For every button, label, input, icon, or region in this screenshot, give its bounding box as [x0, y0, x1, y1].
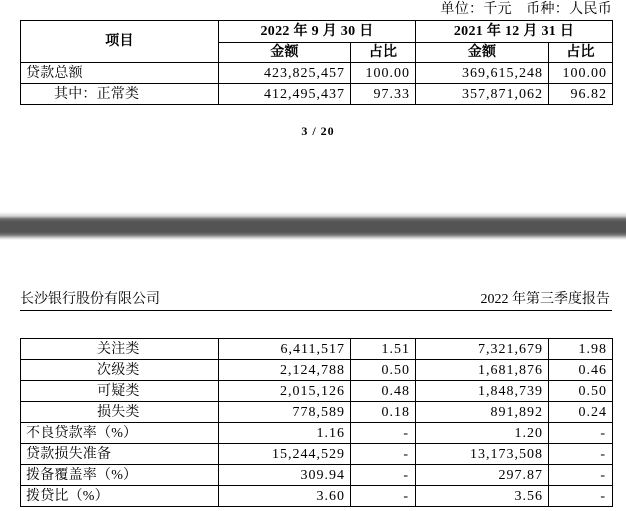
amount-2021-12-31: 357,871,062 [416, 84, 549, 105]
row-label: 贷款损失准备 [21, 444, 219, 465]
amount-2021-12-31: 3.56 [416, 486, 549, 507]
share-2021-12-31: 0.50 [549, 381, 613, 402]
row-label: 其中：正常类 [21, 84, 219, 105]
table-row [21, 402, 613, 423]
company-name: 长沙银行股份有限公司 [20, 292, 160, 307]
unit-currency-note: 单位：千元 币种：人民币 [440, 2, 612, 17]
column-header-share-2021: 占比 [549, 43, 613, 63]
amount-2021-12-31: 1,848,739 [416, 381, 549, 402]
column-header-period-2022-09-30: 2022 年 9 月 30 日 [219, 21, 416, 43]
amount-2021-12-31: 13,173,508 [416, 444, 549, 465]
row-label: 不良贷款率（%） [21, 423, 219, 444]
amount-2022-09-30: 412,495,437 [219, 84, 351, 105]
table-row [21, 360, 613, 381]
share-2021-12-31: - [549, 486, 613, 507]
page-number: 3 / 20 [301, 124, 335, 138]
running-header [20, 291, 612, 311]
row-label: 损失类 [21, 402, 219, 423]
table-row [21, 381, 613, 402]
table-row [21, 63, 613, 84]
amount-2022-09-30: 423,825,457 [219, 63, 351, 84]
row-label: 关注类 [21, 339, 219, 360]
share-2022-09-30: - [351, 423, 416, 444]
share-2021-12-31: 100.00 [549, 63, 613, 84]
amount-2021-12-31: 7,321,679 [416, 339, 549, 360]
amount-2022-09-30: 6,411,517 [219, 339, 351, 360]
amount-2022-09-30: 15,244,529 [219, 444, 351, 465]
share-2021-12-31: - [549, 444, 613, 465]
table-row [21, 444, 613, 465]
amount-2021-12-31: 1.20 [416, 423, 549, 444]
column-header-share-2022: 占比 [351, 43, 416, 63]
amount-2022-09-30: 309.94 [219, 465, 351, 486]
share-2022-09-30: - [351, 486, 416, 507]
amount-2021-12-31: 891,892 [416, 402, 549, 423]
share-2022-09-30: - [351, 465, 416, 486]
loan-quality-table-part2 [20, 338, 613, 507]
row-label: 拨贷比（%） [21, 486, 219, 507]
share-2021-12-31: - [549, 423, 613, 444]
share-2021-12-31: 0.46 [549, 360, 613, 381]
share-2022-09-30: 97.33 [351, 84, 416, 105]
share-2021-12-31: - [549, 465, 613, 486]
row-label: 可疑类 [21, 381, 219, 402]
column-header-period-2021-12-31: 2021 年 12 月 31 日 [416, 21, 613, 43]
amount-2021-12-31: 297.87 [416, 465, 549, 486]
share-2022-09-30: - [351, 444, 416, 465]
table-row [21, 423, 613, 444]
amount-2022-09-30: 1.16 [219, 423, 351, 444]
share-2022-09-30: 0.18 [351, 402, 416, 423]
row-label: 贷款总额 [21, 63, 219, 84]
share-2022-09-30: 0.48 [351, 381, 416, 402]
column-header-amount-2022: 金额 [219, 43, 351, 63]
column-header-amount-2021: 金额 [416, 43, 549, 63]
share-2021-12-31: 1.98 [549, 339, 613, 360]
amount-2022-09-30: 2,015,126 [219, 381, 351, 402]
report-title: 2022 年第三季度报告 [480, 292, 610, 307]
amount-2022-09-30: 3.60 [219, 486, 351, 507]
table-row [21, 339, 613, 360]
row-label: 次级类 [21, 360, 219, 381]
table-row [21, 84, 613, 105]
amount-2021-12-31: 369,615,248 [416, 63, 549, 84]
amount-2022-09-30: 778,589 [219, 402, 351, 423]
table-header-row [21, 21, 613, 43]
share-2022-09-30: 0.50 [351, 360, 416, 381]
table-row [21, 465, 613, 486]
table-row [21, 486, 613, 507]
row-label: 拨备覆盖率（%） [21, 465, 219, 486]
share-2022-09-30: 1.51 [351, 339, 416, 360]
share-2021-12-31: 0.24 [549, 402, 613, 423]
column-header-item: 项目 [21, 21, 219, 63]
page-separator [0, 212, 626, 240]
amount-2022-09-30: 2,124,788 [219, 360, 351, 381]
amount-2021-12-31: 1,681,876 [416, 360, 549, 381]
loan-quality-table-part1 [20, 20, 613, 105]
share-2022-09-30: 100.00 [351, 63, 416, 84]
share-2021-12-31: 96.82 [549, 84, 613, 105]
